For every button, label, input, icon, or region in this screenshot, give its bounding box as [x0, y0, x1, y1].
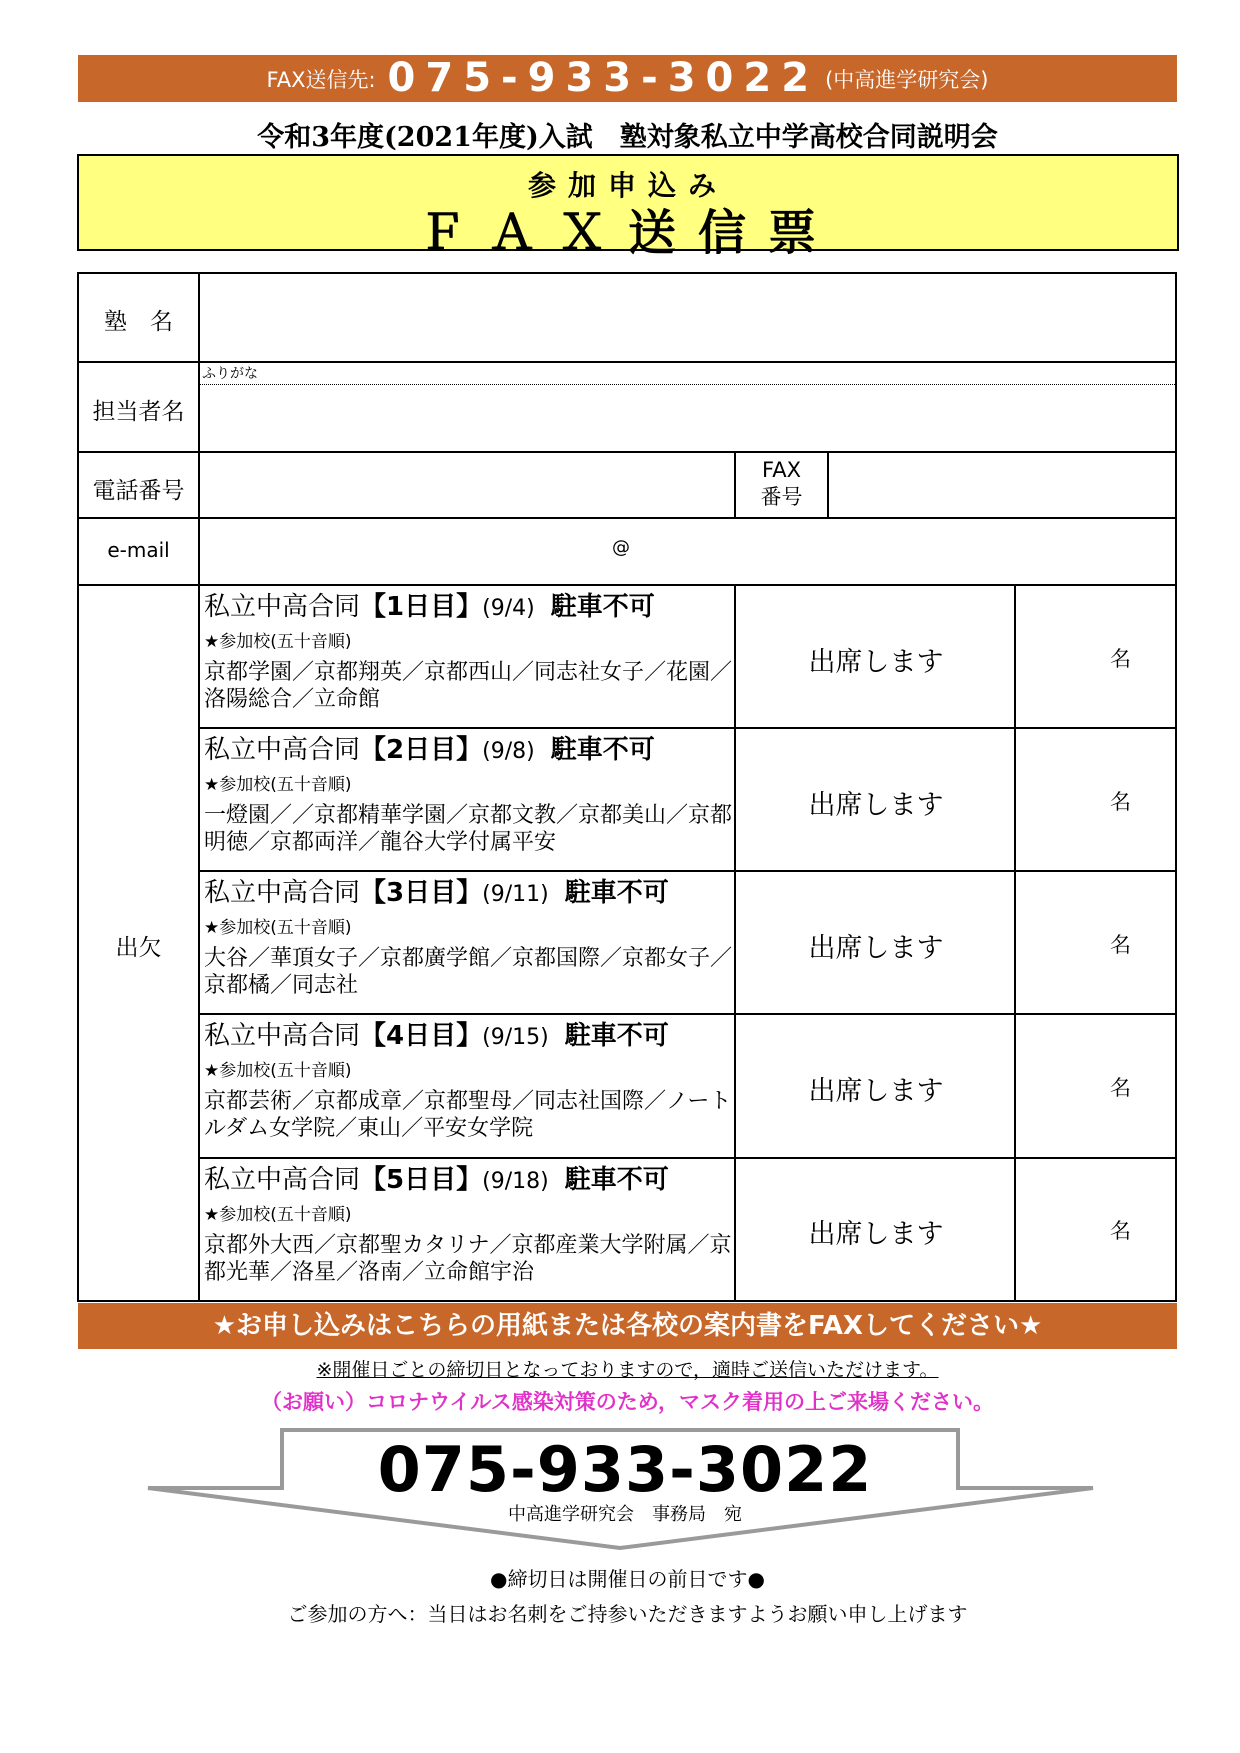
parking-notice: 駐車不可: [564, 878, 669, 908]
day-prefix: 私立中高合同: [204, 1021, 361, 1051]
event-subtitle: 令和3年度(2021年度)入試 塾対象私立中学高校合同説明会: [257, 122, 998, 153]
phone-label: 電話番号: [92, 478, 185, 504]
visitor-notice: ご参加の方へ：当日はお名刺をご持参いただきますようお願い申し上げます: [287, 1602, 968, 1626]
organization-name: (中高進学研究会): [825, 67, 989, 92]
covid-request: （お願い）コロナウイルス感染対策のため，マスク着用の上ご来場ください。: [261, 1390, 994, 1414]
email-at-sign: @: [612, 537, 630, 558]
day-4-count-unit: 名: [1110, 1076, 1131, 1100]
submission-banner: ★お申し込みはこちらの用紙または各校の案内書をFAXしてください★: [78, 1303, 1177, 1349]
day-5-count-unit: 名: [1110, 1219, 1131, 1243]
school-list: 一燈園／／京都精華学園／京都文教／京都美山／京都明徳／京都両洋／龍谷大学付属平安: [204, 803, 733, 855]
title-big: ＦＡＸ送信票: [417, 205, 838, 261]
day-date: (9/11): [482, 882, 549, 907]
day-1-attend[interactable]: 出席します: [808, 647, 944, 678]
day-number: 【5日目】: [360, 1165, 483, 1195]
day-4-attend[interactable]: 出席します: [808, 1076, 944, 1107]
email-label: e-mail: [107, 538, 170, 562]
fax-number: 075-933-3022: [387, 55, 820, 101]
fax-destination-label: FAX送信先:: [266, 67, 376, 92]
day-prefix: 私立中高合同: [204, 592, 361, 622]
furigana-label: ふりがな: [202, 366, 258, 382]
school-list: 大谷／華頂女子／京都廣学館／京都国際／京都女子／京都橘／同志社: [204, 946, 733, 998]
day-date: (9/4): [482, 596, 535, 621]
fax-number-large: 075-933-3022: [377, 1433, 873, 1506]
day-prefix: 私立中高合同: [204, 1165, 361, 1195]
participating-schools-label: ★参加校(五十音順): [204, 1061, 352, 1081]
contact-person-label: 担当者名: [92, 399, 185, 425]
participating-schools-label: ★参加校(五十音順): [204, 632, 352, 652]
day-prefix: 私立中高合同: [204, 735, 361, 765]
day-2-attend[interactable]: 出席します: [808, 790, 944, 821]
day-date: (9/18): [482, 1169, 549, 1194]
fax-label-line2: 番号: [760, 485, 803, 509]
participating-schools-label: ★参加校(五十音順): [204, 775, 352, 795]
school-list: 京都芸術／京都成章／京都聖母／同志社国際／ノートルダム女学院／東山／平安女学院: [204, 1089, 732, 1141]
day-5-attend[interactable]: 出席します: [808, 1219, 944, 1250]
juku-name-label: 塾 名: [104, 309, 173, 335]
recipient-office: 中高進学研究会 事務局 宛: [508, 1504, 742, 1525]
participating-schools-label: ★参加校(五十音順): [204, 918, 352, 938]
day-3-count-unit: 名: [1110, 933, 1131, 957]
day-number: 【3日目】: [360, 878, 483, 908]
day-date: (9/15): [482, 1025, 549, 1050]
deadline-notice: ●締切日は開催日の前日です●: [490, 1567, 765, 1591]
day-number: 【4日目】: [360, 1021, 483, 1051]
fax-label-line1: FAX: [762, 458, 801, 482]
school-list: 京都学園／京都翔英／京都西山／同志社女子／花園／洛陽総合／立命館: [204, 660, 733, 712]
parking-notice: 駐車不可: [564, 1165, 669, 1195]
parking-notice: 駐車不可: [564, 1021, 669, 1051]
attendance-label: 出欠: [115, 935, 162, 961]
day-3-attend[interactable]: 出席します: [808, 933, 944, 964]
day-prefix: 私立中高合同: [204, 878, 361, 908]
school-list: 京都外大西／京都聖カタリナ／京都産業大学附属／京都光華／洛星／洛南／立命館宇治: [204, 1233, 732, 1285]
participating-schools-label: ★参加校(五十音順): [204, 1205, 352, 1225]
title-small: 参加申込み: [527, 169, 728, 202]
day-2-count-unit: 名: [1110, 790, 1131, 814]
day-date: (9/8): [482, 739, 535, 764]
day-number: 【1日目】: [360, 592, 483, 622]
day-1-count-unit: 名: [1110, 647, 1131, 671]
deadline-note: ※開催日ごとの締切日となっておりますので，適時ご送信いただけます。: [316, 1359, 939, 1381]
parking-notice: 駐車不可: [550, 592, 655, 622]
parking-notice: 駐車不可: [550, 735, 655, 765]
day-number: 【2日目】: [360, 735, 483, 765]
